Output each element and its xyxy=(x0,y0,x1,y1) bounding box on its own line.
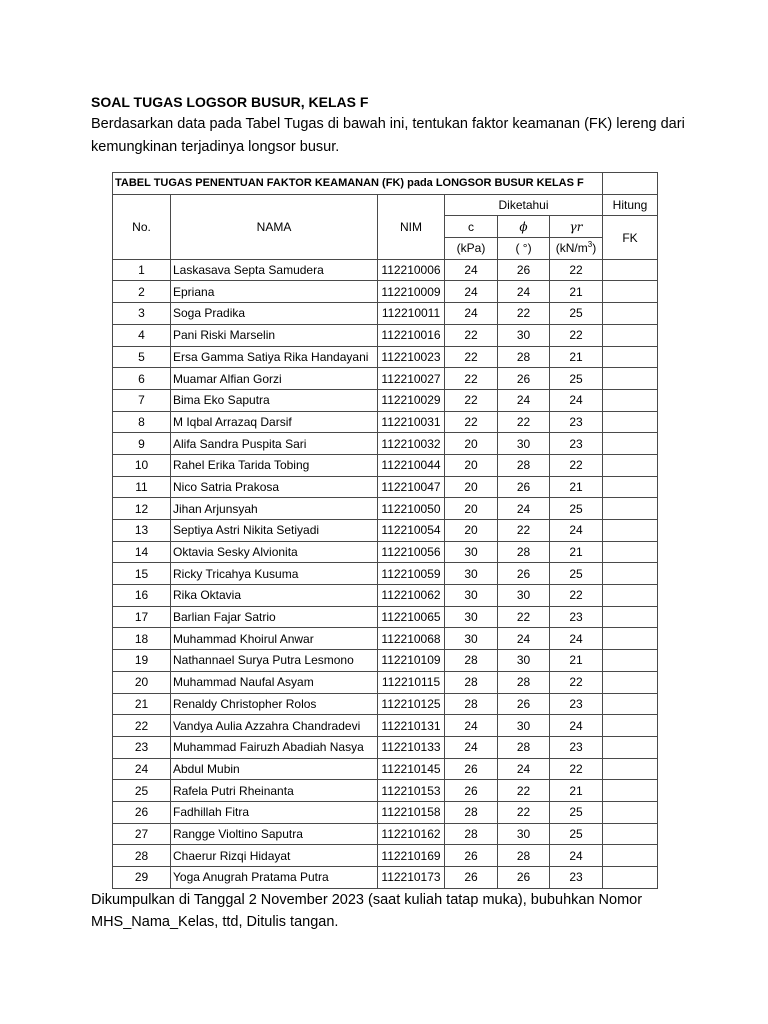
table-row xyxy=(113,368,658,390)
cell-phi: 24 xyxy=(498,498,550,520)
cell-fk xyxy=(603,520,658,542)
cell-gamma: 24 xyxy=(550,520,603,542)
cell-c: 30 xyxy=(445,563,498,585)
cell-c: 26 xyxy=(445,780,498,802)
cell-nama: Vandya Aulia Azzahra Chandradevi xyxy=(171,715,378,737)
cell-nama: M Iqbal Arrazaq Darsif xyxy=(171,411,378,433)
cell-nim: 112210031 xyxy=(378,411,445,433)
cell-phi: 28 xyxy=(498,671,550,693)
cell-phi: 22 xyxy=(498,780,550,802)
cell-gamma: 22 xyxy=(550,259,603,281)
cell-nama: Ricky Tricahya Kusuma xyxy=(171,563,378,585)
cell-gamma: 23 xyxy=(550,433,603,455)
header-diketahui: Diketahui xyxy=(445,194,603,216)
cell-gamma: 22 xyxy=(550,671,603,693)
table-row xyxy=(113,628,658,650)
cell-c: 24 xyxy=(445,303,498,325)
cell-c: 24 xyxy=(445,259,498,281)
cell-c: 20 xyxy=(445,498,498,520)
cell-fk xyxy=(603,389,658,411)
cell-fk xyxy=(603,671,658,693)
cell-c: 26 xyxy=(445,758,498,780)
document-heading: SOAL TUGAS LOGSOR BUSUR, KELAS F xyxy=(91,94,369,110)
cell-gamma: 24 xyxy=(550,389,603,411)
cell-c: 26 xyxy=(445,867,498,889)
cell-gamma: 23 xyxy=(550,411,603,433)
cell-phi: 28 xyxy=(498,736,550,758)
cell-nim: 112210016 xyxy=(378,324,445,346)
cell-phi: 24 xyxy=(498,758,550,780)
cell-phi: 30 xyxy=(498,650,550,672)
cell-phi: 26 xyxy=(498,259,550,281)
cell-fk xyxy=(603,801,658,823)
cell-no: 28 xyxy=(113,845,171,867)
cell-no: 11 xyxy=(113,476,171,498)
cell-gamma: 24 xyxy=(550,845,603,867)
cell-nim: 112210125 xyxy=(378,693,445,715)
cell-nama: Nico Satria Prakosa xyxy=(171,476,378,498)
cell-no: 17 xyxy=(113,606,171,628)
cell-no: 21 xyxy=(113,693,171,715)
table-row xyxy=(113,476,658,498)
cell-nama: Muhammad Naufal Asyam xyxy=(171,671,378,693)
cell-nim: 112210044 xyxy=(378,454,445,476)
cell-nim: 112210109 xyxy=(378,650,445,672)
cell-no: 26 xyxy=(113,801,171,823)
cell-nim: 112210050 xyxy=(378,498,445,520)
cell-gamma: 24 xyxy=(550,715,603,737)
table-row xyxy=(113,758,658,780)
cell-fk xyxy=(603,867,658,889)
cell-c: 30 xyxy=(445,585,498,607)
cell-phi: 26 xyxy=(498,476,550,498)
cell-no: 10 xyxy=(113,454,171,476)
cell-c: 30 xyxy=(445,628,498,650)
table-row xyxy=(113,606,658,628)
cell-nama: Fadhillah Fitra xyxy=(171,801,378,823)
cell-c: 22 xyxy=(445,368,498,390)
cell-nama: Renaldy Christopher Rolos xyxy=(171,693,378,715)
table-row xyxy=(113,585,658,607)
cell-gamma: 22 xyxy=(550,758,603,780)
header-gamma-unit xyxy=(550,238,603,260)
cell-phi: 26 xyxy=(498,867,550,889)
cell-fk xyxy=(603,650,658,672)
cell-c: 20 xyxy=(445,433,498,455)
table-row xyxy=(113,259,658,281)
cell-gamma: 25 xyxy=(550,368,603,390)
cell-nim: 112210131 xyxy=(378,715,445,737)
cell-nim: 112210115 xyxy=(378,671,445,693)
header-fk: FK xyxy=(603,216,658,259)
cell-phi: 24 xyxy=(498,281,550,303)
cell-gamma: 21 xyxy=(550,346,603,368)
cell-phi: 26 xyxy=(498,368,550,390)
cell-nama: Pani Riski Marselin xyxy=(171,324,378,346)
cell-nim: 112210009 xyxy=(378,281,445,303)
cell-c: 22 xyxy=(445,324,498,346)
cell-phi: 22 xyxy=(498,411,550,433)
cell-gamma: 23 xyxy=(550,736,603,758)
cell-c: 26 xyxy=(445,845,498,867)
table-row xyxy=(113,715,658,737)
cell-fk xyxy=(603,758,658,780)
header-gamma: γr xyxy=(550,216,603,238)
cell-c: 24 xyxy=(445,281,498,303)
cell-gamma: 21 xyxy=(550,541,603,563)
cell-no: 18 xyxy=(113,628,171,650)
cell-phi: 22 xyxy=(498,801,550,823)
cell-fk xyxy=(603,736,658,758)
cell-fk xyxy=(603,433,658,455)
cell-nama: Barlian Fajar Satrio xyxy=(171,606,378,628)
cell-c: 20 xyxy=(445,476,498,498)
cell-nim: 112210065 xyxy=(378,606,445,628)
cell-no: 6 xyxy=(113,368,171,390)
cell-nim: 112210011 xyxy=(378,303,445,325)
cell-nama: Nathannael Surya Putra Lesmono xyxy=(171,650,378,672)
header-c: c xyxy=(445,216,498,238)
cell-no: 7 xyxy=(113,389,171,411)
cell-nama: Epriana xyxy=(171,281,378,303)
table-row xyxy=(113,498,658,520)
cell-no: 1 xyxy=(113,259,171,281)
cell-phi: 30 xyxy=(498,324,550,346)
cell-fk xyxy=(603,368,658,390)
header-nama: NAMA xyxy=(171,194,378,259)
table-row xyxy=(113,823,658,845)
table-row xyxy=(113,324,658,346)
table-row xyxy=(113,867,658,889)
cell-fk xyxy=(603,780,658,802)
cell-fk xyxy=(603,628,658,650)
cell-c: 24 xyxy=(445,736,498,758)
table-row xyxy=(113,801,658,823)
cell-gamma: 21 xyxy=(550,476,603,498)
cell-nim: 112210032 xyxy=(378,433,445,455)
cell-nim: 112210027 xyxy=(378,368,445,390)
cell-gamma: 22 xyxy=(550,454,603,476)
cell-no: 27 xyxy=(113,823,171,845)
cell-c: 20 xyxy=(445,520,498,542)
cell-gamma: 22 xyxy=(550,324,603,346)
cell-fk xyxy=(603,454,658,476)
table-row xyxy=(113,671,658,693)
cell-phi: 26 xyxy=(498,563,550,585)
cell-nama: Alifa Sandra Puspita Sari xyxy=(171,433,378,455)
table-row xyxy=(113,736,658,758)
cell-nama: Septiya Astri Nikita Setiyadi xyxy=(171,520,378,542)
cell-c: 28 xyxy=(445,801,498,823)
cell-gamma: 21 xyxy=(550,650,603,672)
header-c-unit: (kPa) xyxy=(445,238,498,260)
cell-no: 12 xyxy=(113,498,171,520)
cell-no: 9 xyxy=(113,433,171,455)
cell-nim: 112210133 xyxy=(378,736,445,758)
cell-c: 28 xyxy=(445,650,498,672)
table-title: TABEL TUGAS PENENTUAN FAKTOR KEAMANAN (FK) pada LONGSOR BUSUR KELAS F xyxy=(113,173,603,195)
cell-gamma: 22 xyxy=(550,585,603,607)
cell-fk xyxy=(603,845,658,867)
cell-nim: 112210068 xyxy=(378,628,445,650)
cell-nim: 112210047 xyxy=(378,476,445,498)
table-row xyxy=(113,303,658,325)
cell-fk xyxy=(603,324,658,346)
cell-phi: 28 xyxy=(498,454,550,476)
table-row xyxy=(113,693,658,715)
table-row xyxy=(113,845,658,867)
table-row xyxy=(113,454,658,476)
cell-fk xyxy=(603,281,658,303)
cell-nama: Abdul Mubin xyxy=(171,758,378,780)
cell-no: 24 xyxy=(113,758,171,780)
cell-nim: 112210059 xyxy=(378,563,445,585)
cell-no: 2 xyxy=(113,281,171,303)
cell-nama: Muhammad Khoirul Anwar xyxy=(171,628,378,650)
cell-c: 30 xyxy=(445,541,498,563)
header-phi: ϕ xyxy=(498,216,550,238)
cell-nim: 112210062 xyxy=(378,585,445,607)
cell-fk xyxy=(603,715,658,737)
header-nim: NIM xyxy=(378,194,445,259)
table-row xyxy=(113,563,658,585)
cell-nim: 112210173 xyxy=(378,867,445,889)
cell-no: 20 xyxy=(113,671,171,693)
cell-nama: Rahel Erika Tarida Tobing xyxy=(171,454,378,476)
cell-gamma: 21 xyxy=(550,780,603,802)
cell-gamma: 25 xyxy=(550,823,603,845)
table-row xyxy=(113,411,658,433)
cell-no: 15 xyxy=(113,563,171,585)
cell-phi: 22 xyxy=(498,606,550,628)
cell-c: 22 xyxy=(445,389,498,411)
cell-phi: 28 xyxy=(498,541,550,563)
cell-no: 14 xyxy=(113,541,171,563)
gamma-unit-text: (kN/m xyxy=(555,241,588,256)
cell-nim: 112210158 xyxy=(378,801,445,823)
cell-c: 24 xyxy=(445,715,498,737)
cell-phi: 24 xyxy=(498,628,550,650)
header-phi-unit: ( °) xyxy=(498,238,550,260)
table-row xyxy=(113,433,658,455)
cell-no: 19 xyxy=(113,650,171,672)
cell-no: 13 xyxy=(113,520,171,542)
cell-nama: Ersa Gamma Satiya Rika Handayani xyxy=(171,346,378,368)
cell-gamma: 24 xyxy=(550,628,603,650)
cell-gamma: 21 xyxy=(550,281,603,303)
cell-fk xyxy=(603,563,658,585)
cell-fk xyxy=(603,693,658,715)
cell-phi: 28 xyxy=(498,845,550,867)
cell-no: 23 xyxy=(113,736,171,758)
cell-gamma: 25 xyxy=(550,498,603,520)
cell-phi: 28 xyxy=(498,346,550,368)
cell-phi: 30 xyxy=(498,433,550,455)
cell-fk xyxy=(603,303,658,325)
cell-nim: 112210006 xyxy=(378,259,445,281)
cell-gamma: 23 xyxy=(550,606,603,628)
cell-fk xyxy=(603,346,658,368)
table-row xyxy=(113,346,658,368)
table-row xyxy=(113,650,658,672)
cell-no: 16 xyxy=(113,585,171,607)
cell-phi: 30 xyxy=(498,715,550,737)
cell-nim: 112210023 xyxy=(378,346,445,368)
gamma-unit-close: ) xyxy=(592,241,597,256)
table-row xyxy=(113,780,658,802)
cell-phi: 22 xyxy=(498,303,550,325)
cell-no: 4 xyxy=(113,324,171,346)
cell-c: 22 xyxy=(445,411,498,433)
cell-nama: Jihan Arjunsyah xyxy=(171,498,378,520)
cell-fk xyxy=(603,585,658,607)
cell-nama: Oktavia Sesky Alvionita xyxy=(171,541,378,563)
cell-nama: Yoga Anugrah Pratama Putra xyxy=(171,867,378,889)
cell-fk xyxy=(603,823,658,845)
cell-nama: Bima Eko Saputra xyxy=(171,389,378,411)
footer-note: Dikumpulkan di Tanggal 2 November 2023 (saat kuliah tatap muka), bubuhkan Nomor MHS_Nama_Kelas, ttd, Ditulis tangan. xyxy=(91,892,643,930)
cell-nama: Laskasava Septa Samudera xyxy=(171,259,378,281)
cell-c: 30 xyxy=(445,606,498,628)
cell-phi: 26 xyxy=(498,693,550,715)
cell-no: 22 xyxy=(113,715,171,737)
cell-c: 28 xyxy=(445,671,498,693)
table-row xyxy=(113,541,658,563)
table-row xyxy=(113,520,658,542)
cell-no: 25 xyxy=(113,780,171,802)
cell-nim: 112210029 xyxy=(378,389,445,411)
table-row xyxy=(113,281,658,303)
cell-c: 22 xyxy=(445,346,498,368)
cell-nim: 112210054 xyxy=(378,520,445,542)
cell-no: 8 xyxy=(113,411,171,433)
cell-fk xyxy=(603,541,658,563)
cell-nim: 112210169 xyxy=(378,845,445,867)
header-no: No. xyxy=(113,194,171,259)
cell-nama: Soga Pradika xyxy=(171,303,378,325)
intro-paragraph: Berdasarkan data pada Tabel Tugas di bawah ini, tentukan faktor keamanan (FK) lereng dari kemungkinan terjadinya longsor busur. xyxy=(91,116,685,155)
cell-c: 20 xyxy=(445,454,498,476)
cell-nim: 112210145 xyxy=(378,758,445,780)
cell-nama: Rafela Putri Rheinanta xyxy=(171,780,378,802)
cell-fk xyxy=(603,476,658,498)
cell-gamma: 25 xyxy=(550,801,603,823)
cell-gamma: 23 xyxy=(550,867,603,889)
cell-nama: Muhammad Fairuzh Abadiah Nasya xyxy=(171,736,378,758)
cell-phi: 22 xyxy=(498,520,550,542)
title-empty-cell xyxy=(603,173,658,195)
cell-c: 28 xyxy=(445,823,498,845)
cell-no: 29 xyxy=(113,867,171,889)
cell-gamma: 25 xyxy=(550,303,603,325)
cell-gamma: 23 xyxy=(550,693,603,715)
cell-fk xyxy=(603,411,658,433)
cell-phi: 24 xyxy=(498,389,550,411)
header-hitung: Hitung xyxy=(603,194,658,216)
assignment-table xyxy=(112,172,658,889)
table-row xyxy=(113,389,658,411)
cell-phi: 30 xyxy=(498,823,550,845)
cell-nim: 112210056 xyxy=(378,541,445,563)
cell-no: 3 xyxy=(113,303,171,325)
cell-nama: Rangge Violtino Saputra xyxy=(171,823,378,845)
cell-nama: Muamar Alfian Gorzi xyxy=(171,368,378,390)
cell-nama: Chaerur Rizqi Hidayat xyxy=(171,845,378,867)
cell-no: 5 xyxy=(113,346,171,368)
cell-fk xyxy=(603,259,658,281)
cell-nama: Rika Oktavia xyxy=(171,585,378,607)
cell-fk xyxy=(603,498,658,520)
gamma-unit-exponent: 3 xyxy=(587,240,593,250)
cell-phi: 30 xyxy=(498,585,550,607)
cell-gamma: 25 xyxy=(550,563,603,585)
cell-nim: 112210162 xyxy=(378,823,445,845)
cell-c: 28 xyxy=(445,693,498,715)
cell-fk xyxy=(603,606,658,628)
cell-nim: 112210153 xyxy=(378,780,445,802)
